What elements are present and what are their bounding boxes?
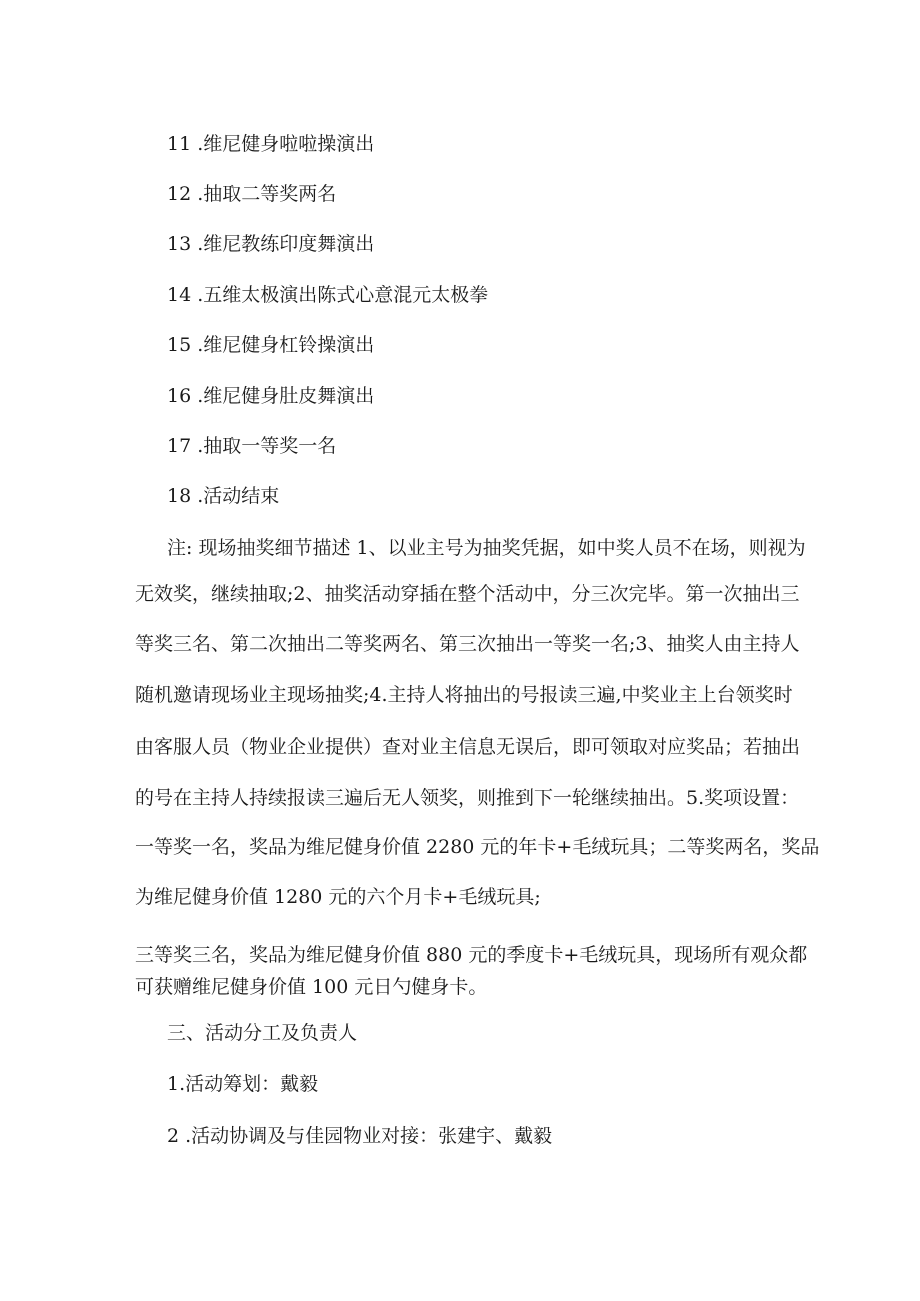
note-line: 一等奖一名，奖品为维尼健身价值 2280 元的年卡+毛绒玩具；二等奖两名，奖品 [135, 836, 820, 858]
note-line: 等奖三名、第二次抽出二等奖两名、第三次抽出一等奖一名;3、抽奖人由主持人 [135, 633, 800, 655]
section-heading: 三、活动分工及负责人 [167, 1022, 358, 1044]
list-item: 17 .抽取一等奖一名 [167, 435, 337, 457]
list-item: 15 .维尼健身杠铃操演出 [167, 334, 375, 356]
list-item: 11 .维尼健身啦啦操演出 [167, 133, 375, 155]
note-line: 由客服人员（物业企业提供）查对业主信息无误后，即可领取对应奖品；若抽出 [135, 736, 801, 758]
list-item: 12 .抽取二等奖两名 [167, 183, 337, 205]
note-line: 随机邀请现场业主现场抽奖;4.主持人将抽出的号报读三遍,中奖业主上台领奖时 [135, 684, 793, 706]
note-line: 无效奖，继续抽取;2、抽奖活动穿插在整个活动中，分三次完毕。第一次抽出三 [135, 583, 800, 605]
note-line: 注: 现场抽奖细节描述 1、以业主号为抽奖凭据，如中奖人员不在场，则视为 [167, 537, 806, 559]
list-item: 18 .活动结束 [167, 485, 280, 507]
list-item: 14 .五维太极演出陈式心意混元太极拳 [167, 284, 489, 306]
assignment-item: 2 .活动协调及与佳园物业对接：张建宇、戴毅 [167, 1125, 553, 1147]
third-prize-line: 可获赠维尼健身价值 100 元日勺健身卡。 [135, 976, 488, 998]
list-item: 13 .维尼教练印度舞演出 [167, 233, 375, 255]
third-prize-line: 三等奖三名，奖品为维尼健身价值 880 元的季度卡+毛绒玩具，现场所有观众都 [135, 944, 808, 966]
note-line: 的号在主持人持续报读三遍后无人领奖，则推到下一轮继续抽出。5.奖项设置： [135, 787, 800, 809]
list-item: 16 .维尼健身肚皮舞演出 [167, 385, 375, 407]
assignment-item: 1.活动筹划：戴毅 [167, 1073, 319, 1095]
note-line: 为维尼健身价值 1280 元的六个月卡+毛绒玩具; [135, 886, 541, 908]
